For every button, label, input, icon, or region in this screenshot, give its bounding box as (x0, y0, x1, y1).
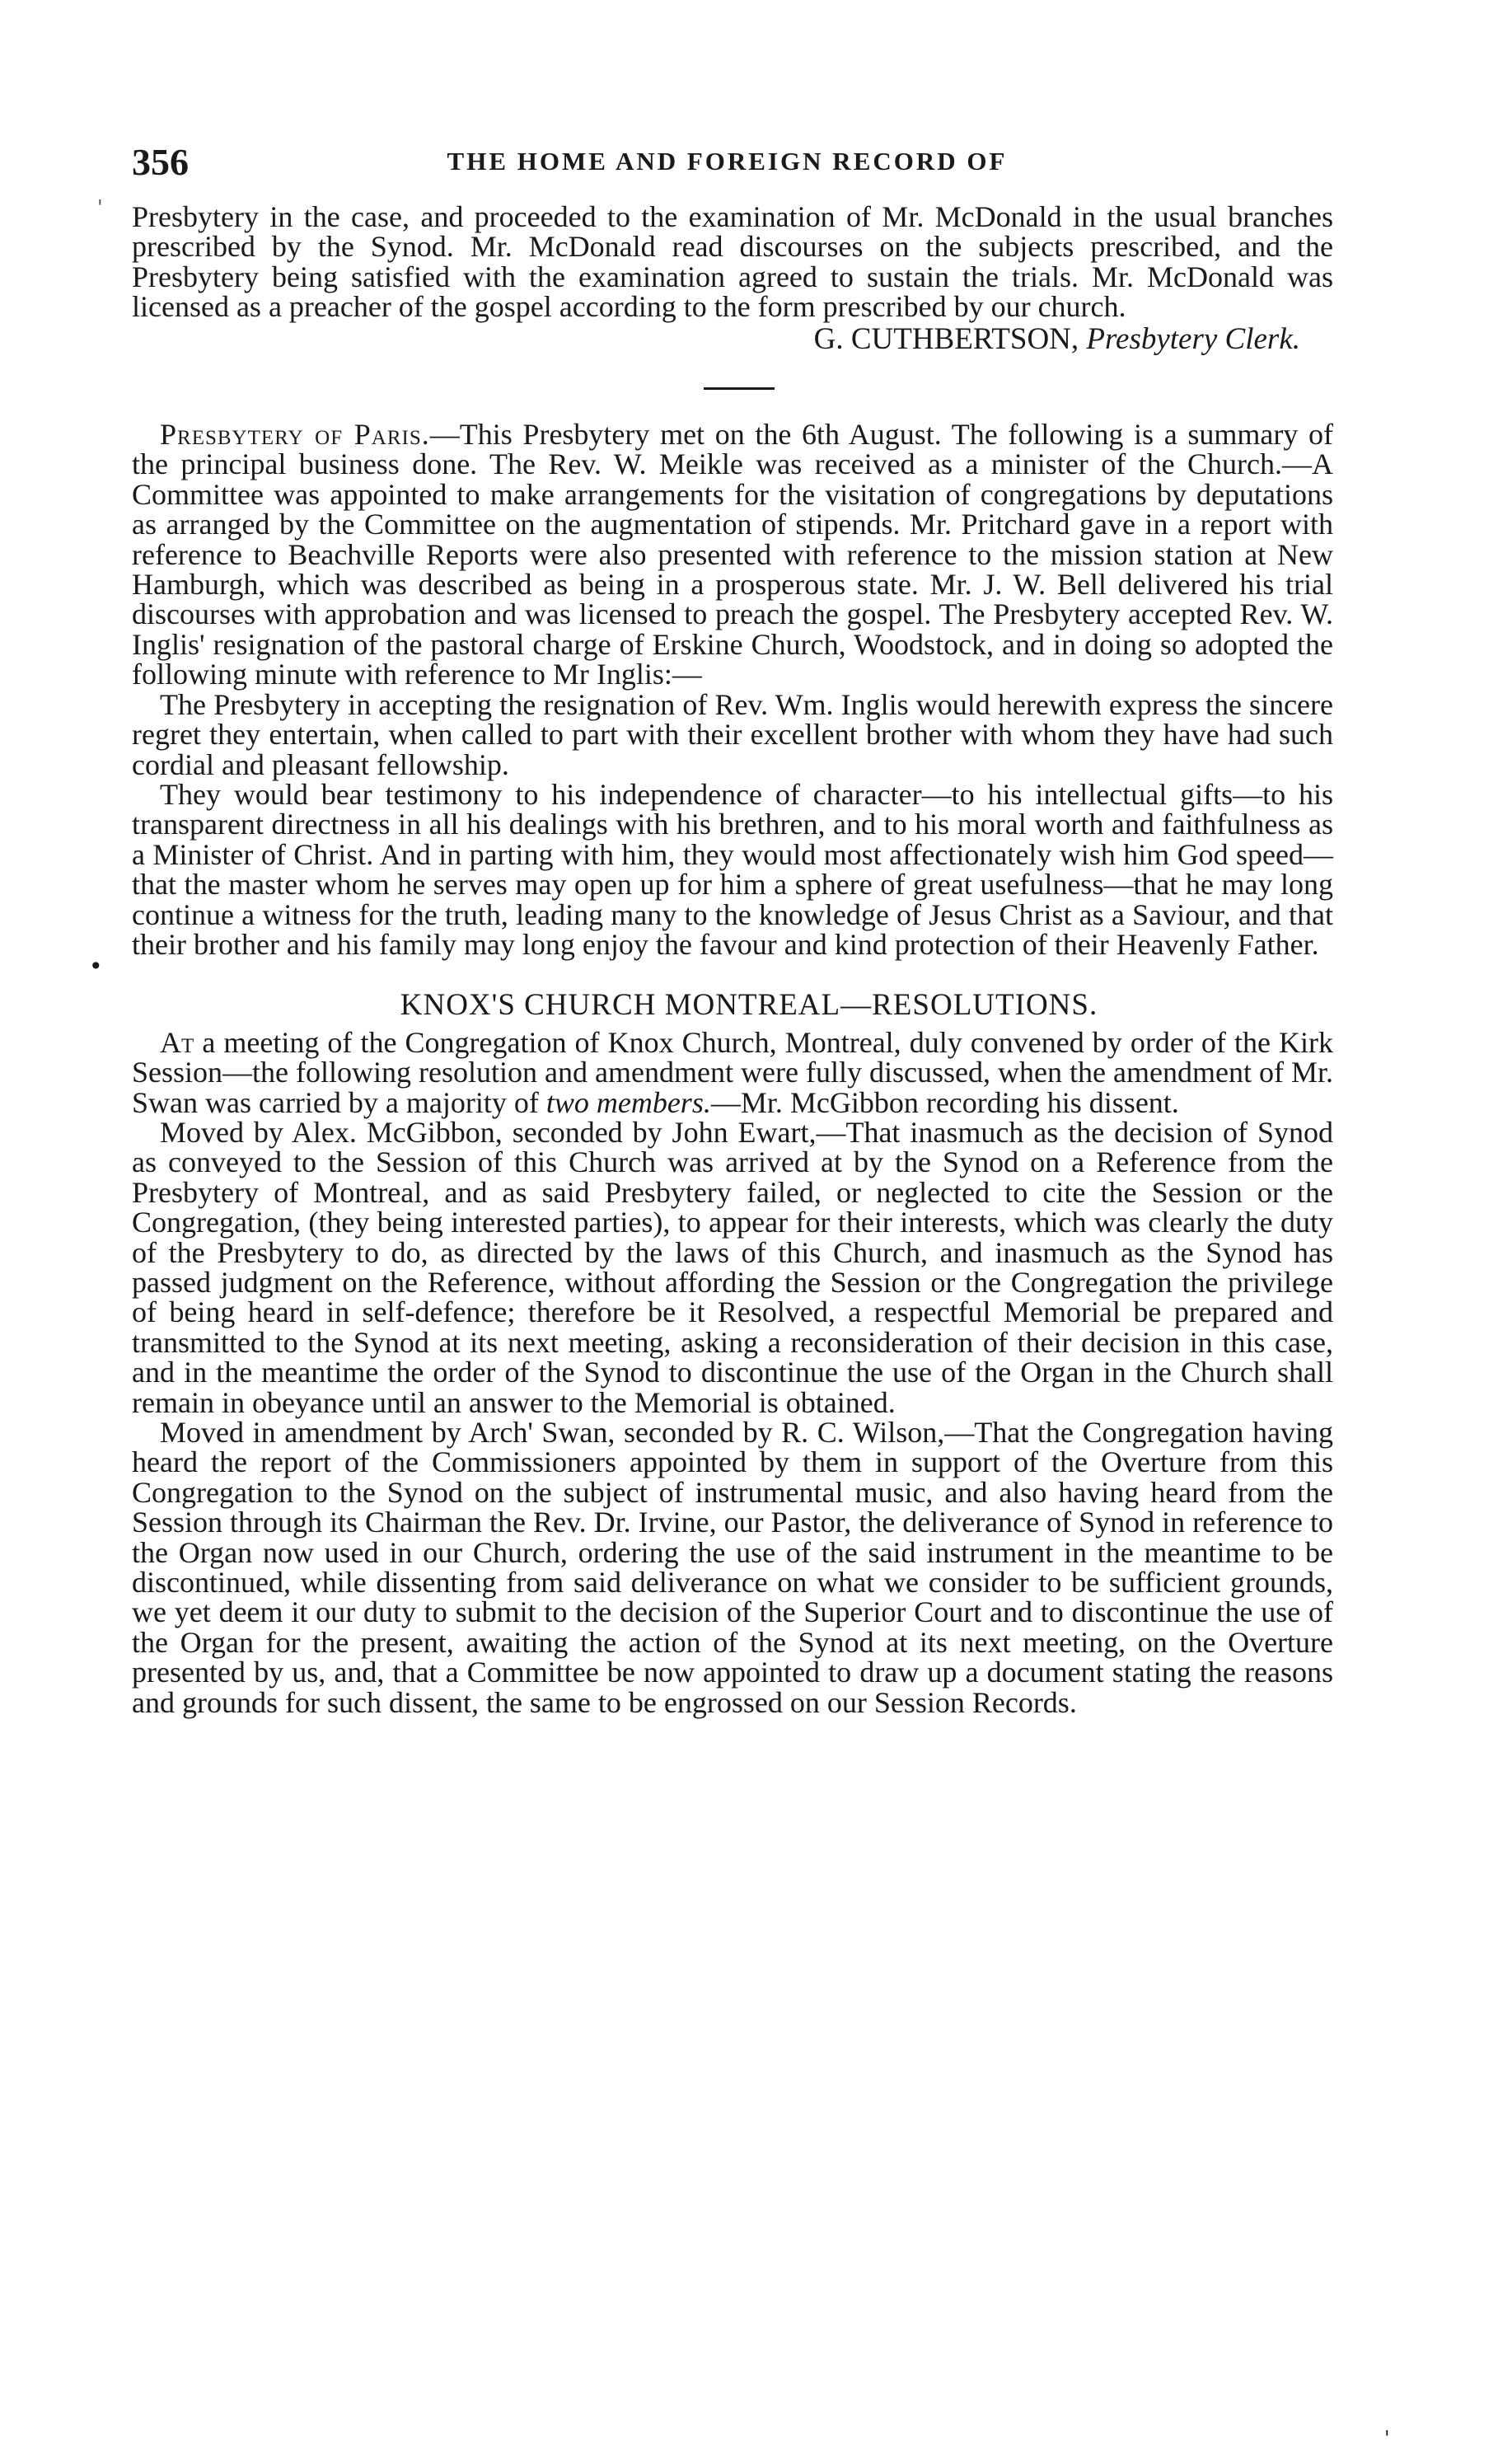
running-title: THE HOME AND FOREIGN RECORD OF (447, 147, 1008, 176)
intro-paragraph: Presbytery in the case, and proceeded to the examination of Mr. McDonald in the usual branches prescribed by the Synod. Mr. McDonald read discourses on the subjects prescribed, and the Presbytery being satisfied with the examination agreed to sustain the trials. Mr. McDonald was licensed as a preacher of the gospel according to the form prescribed by our church. (132, 200, 1333, 324)
article-body (132, 202, 1333, 1717)
paris-text: —This Presbytery met on the 6th August. The following is a summary of the principal business done. The Rev. W. Meikle was received as a minister of the Church.—A Committee was appointed to make arrangements for the visitation of congregations by deputations as arranged by the Committee on the augmentation of stipends. Mr. Pritchard gave in a report with reference to Beachville Reports were also presented with reference to the mission station at New Hamburgh, which was described as being in a prosperous state. Mr. J. W. Bell delivered his trial discourses with approbation and was licensed to preach the gospel. The Presbytery accepted Rev. W. Inglis' resignation of the pastoral charge of Erskine Church, Woodstock, and in doing so adopted the following minute with reference to Mr Inglis:— (132, 418, 1333, 691)
knox-intro-italic: two members. (545, 1085, 711, 1119)
margin-bullet: • (89, 953, 103, 980)
knox-intro-paragraph (132, 1025, 1333, 1119)
paris-minute-2: They would bear testimony to his independence of character—to his intellectual gifts—to his transparent directness in all his dealings with his brethren, and to his moral worth and faithfulness as a Minister of Christ. And in parting with him, they would most affectionately wish him God speed—that the master whom he serves may open up for him a sphere of great usefulness—that he may long continue a witness for the truth, leading many to the knowledge of Jesus Christ as a Saviour, and that their brother and his family may long enjoy the favour and kind protection of their Heavenly Father. (132, 777, 1333, 961)
paris-minute-1: The Presbytery in accepting the resignation of Rev. Wm. Inglis would herewith express the sincere regret they entertain, when called to part with their excellent brother with whom they have had such cordial and pleasant fellowship. (132, 687, 1333, 781)
knox-heading: KNOX'S CHURCH MONTREAL—RESOLUTIONS. (400, 988, 1098, 1023)
running-head (132, 140, 1322, 190)
knox-amendment: Moved in amendment by Arch' Swan, seconded by R. C. Wilson,—That the Congregation having heard the report of the Commissioners appointed by them in support of the Overture from this Congregation to the Synod on the subject of instrumental music, and also having heard from the Session through its Chairman the Rev. Dr. Irvine, our Pastor, the deliverance of Synod in reference to the Organ now used in our Church, ordering the use of the said instrument in the meantime to be discontinued, while dissenting from said deliverance on what we consider to be sufficient grounds, we yet deem it our duty to submit to the decision of the Superior Court and to discontinue the use of the Organ for the present, awaiting the action of the Synod at its next meeting, on the Overture presented by us, and, that a Committee be now appointed to draw up a document stating the reasons and grounds for such dissent, the same to be engrossed on our Session Records. (132, 1416, 1333, 1719)
signature (132, 321, 1300, 356)
signature-title: Presbytery Clerk. (1086, 321, 1300, 356)
knox-motion: Moved by Alex. McGibbon, seconded by John Ewart,—That inasmuch as the decision of Synod as conveyed to the Session of this Church was arrived at by the Synod on a Reference from the Presbytery of Montreal, and as said Presbytery failed, or neglected to cite the Session or the Congregation, (they being interested parties), to appear for their interests, which was clearly the duty of the Presbytery to do, as directed by the laws of this Church, and inasmuch as the Synod has passed judgment on the Reference, without affording the Session or the Congregation the privilege of being heard in self-defence; therefore be it Resolved, a respectful Memorial be prepared and transmitted to the Synod at its next meeting, asking a reconsideration of their decision in this case, and in the meantime the order of the Synod to discontinue the use of the Organ in the Church shall remain in obeyance until an answer to the Memorial is obtained. (132, 1115, 1333, 1419)
paris-paragraph (132, 419, 1333, 690)
margin-mark-top: ' (97, 196, 103, 219)
page-number: 356 (132, 141, 189, 183)
margin-mark-bottom: ' (1384, 2427, 1390, 2450)
section-divider (704, 387, 775, 390)
knox-intro-end: —Mr. McGibbon recording his dissent. (710, 1085, 1179, 1119)
signature-name: G. CUTHBERTSON, (813, 321, 1079, 356)
knox-lead: At (160, 1025, 194, 1059)
paris-lead: Presbytery of Paris. (160, 418, 430, 452)
knox-intro-start: a meeting of the Congregation of Knox Church, Montreal, duly convened by order of the Kirk Session—the following resolution and amendment were fully discussed, when the amendment of Mr. Swan was carried by a majority of (132, 1025, 1333, 1119)
